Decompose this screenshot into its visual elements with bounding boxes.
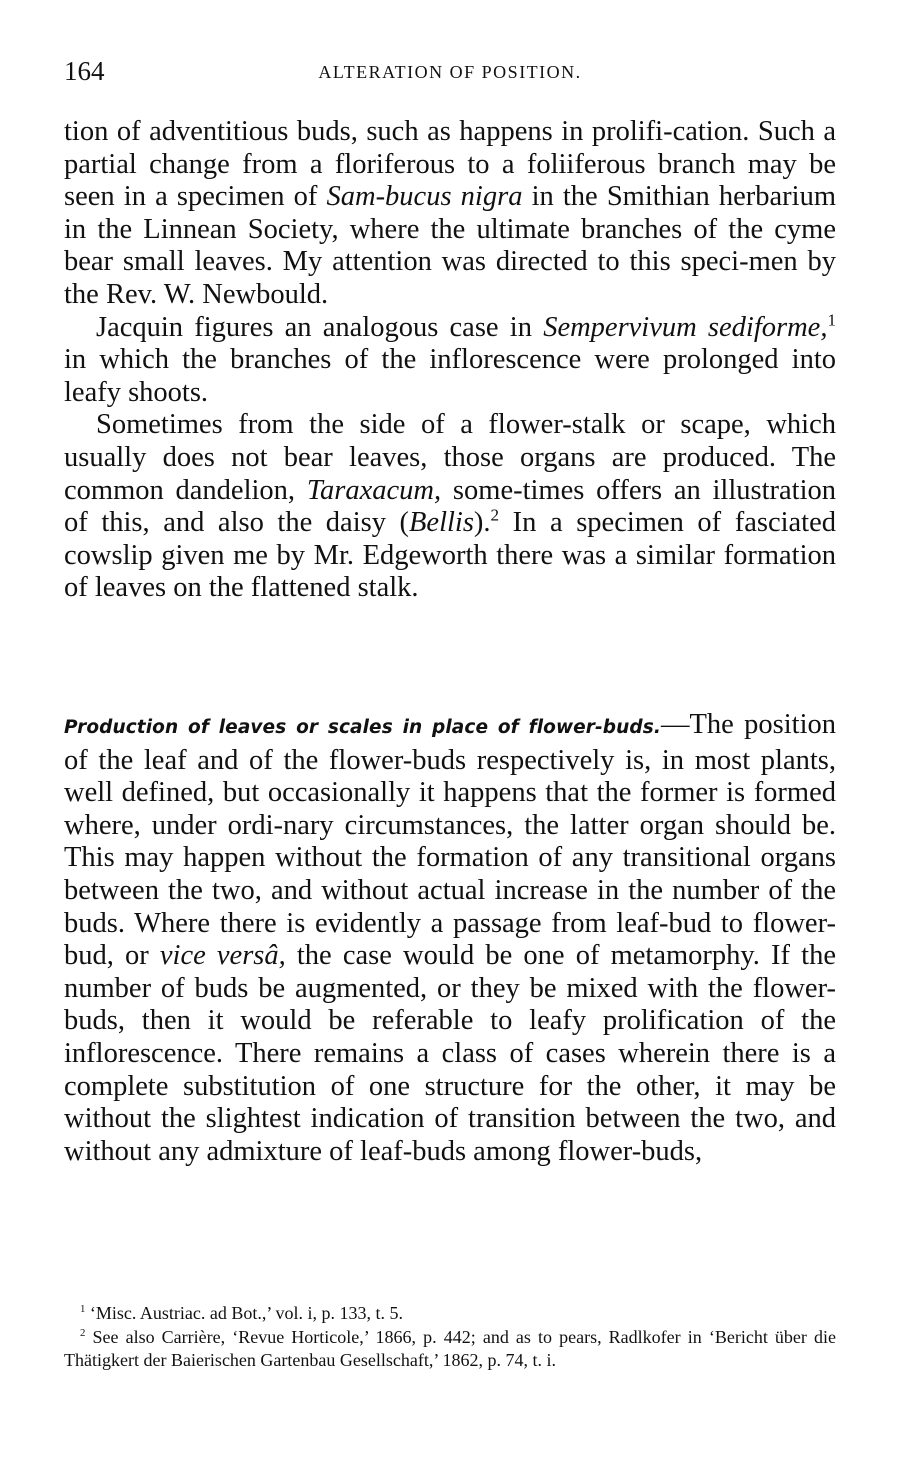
italic-taxon: Sempervivum sediforme,: [543, 311, 828, 343]
italic-phrase: vice versâ,: [159, 940, 286, 972]
footnote-ref-2: 2: [490, 505, 500, 525]
footnote-marker: 2: [80, 1326, 86, 1339]
running-head: ALTERATION OF POSITION.: [318, 62, 582, 82]
page-header: [64, 56, 836, 90]
section-heading: Production of leaves or scales in place of flower-buds.: [64, 717, 662, 738]
paragraph-flower-stalk: Sometimes from the side of a flower-stalk or scape, which usually does not bear leaves, those organs are produced. The common dandelion, Taraxacum, some-times offers an illustration of this, and also the daisy (Bellis).$^2$ In a specimen of fasciated cowslip given me by Mr. Edgeworth there was a similar formation of leaves on the flattened stalk.: [64, 409, 837, 604]
footnote-ref-1: 1: [827, 310, 836, 330]
footnote-2: $^2$ See also Carrière, ‘Revue Horticole,’ 1866, p. 442; and as to pears, Radlkofer in ‘Bericht über die Thätigkert der Baierischen Gartenbau Gesellschaft,’ 1862, p. 74, t. i.: [64, 1326, 836, 1370]
main-text-section: [64, 709, 836, 1168]
italic-taxon: Bellis: [409, 507, 474, 539]
footnotes: [64, 1302, 836, 1373]
main-text-top: [64, 116, 836, 605]
footnote-1: $^1$ ‘Misc. Austriac. ad Bot.,’ vol. i, p. 133, t. 5.: [80, 1303, 404, 1323]
italic-taxon: Taraxacum,: [306, 474, 442, 506]
italic-taxon: Sam-bucus nigra: [326, 181, 523, 213]
paragraph-continuation: tion of adventitious buds, such as happens in prolifi-cation. Such a partial change from a floriferous to a foliiferous branch may be seen in a specimen of Sam-bucus nigra in the Smithian herbarium in the Linnean Society, where the ultimate branches of the cyme bear small leaves. My attention was directed to this speci-men by the Rev. W. Newbould.: [64, 116, 837, 310]
page-number: 164: [64, 56, 105, 86]
paragraph-jacquin: Jacquin figures an analogous case in Sempervivum sediforme,$^1$ in which the branches of the inflorescence were prolonged into leafy shoots.: [64, 310, 836, 408]
paragraph-section-production: Production of leaves or scales in place of flower-buds.—The position of the leaf and of the flower-buds respectively is, in most plants, well defined, but occasionally it happens that the former is formed where, under ordi-nary circumstances, the latter organ should be. This may happen without the formation of any transitional organs between the two, and without actual increase in the number of the buds. Where there is evidently a passage from leaf-bud to flower-bud, or vice versâ, the case would be one of metamorphy. If the number of buds be augmented, or they be mixed with the flower-buds, then it would be referable to leafy prolification of the inflorescence. There remains a class of cases wherein there is a complete substitution of one structure for the other, it may be without the slightest indication of transition between the two, and without any admixture of leaf-buds among flower-buds,: [64, 709, 837, 1167]
footnote-marker: 1: [80, 1303, 86, 1315]
